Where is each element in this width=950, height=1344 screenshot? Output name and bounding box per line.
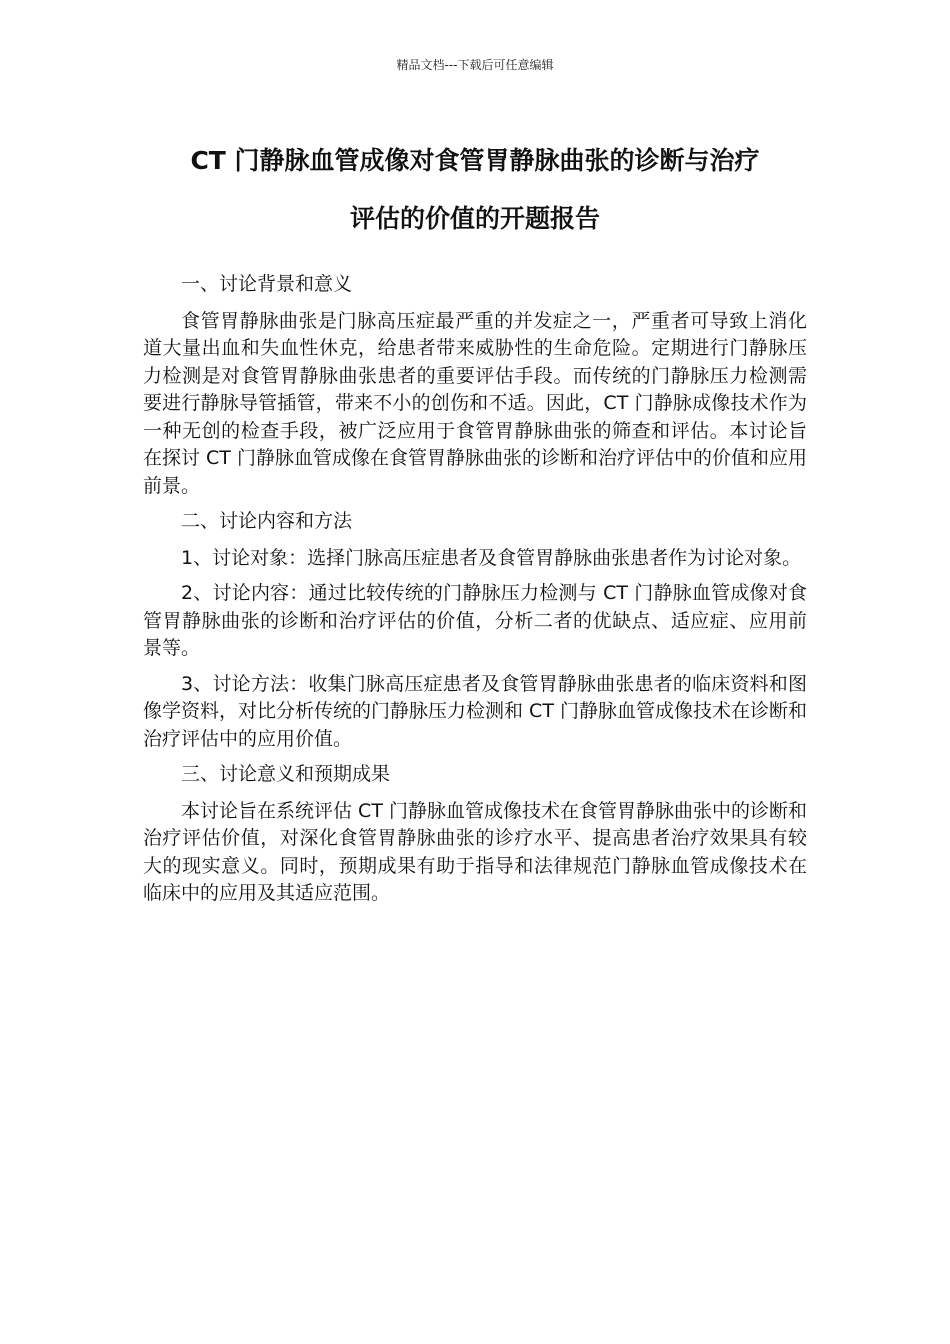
paragraph-subjects: 1、讨论对象：选择门脉高压症患者及食管胃静脉曲张患者作为讨论对象。 — [181, 546, 802, 569]
document-title — [140, 132, 810, 248]
section-heading-significance: 三、讨论意义和预期成果 — [181, 763, 391, 785]
section-heading-content-methods: 二、讨论内容和方法 — [181, 510, 353, 532]
section-heading-background: 一、讨论背景和意义 — [181, 273, 353, 295]
document-body — [143, 271, 807, 908]
paragraph-content: 2、讨论内容：通过比较传统的门静脉压力检测与 CT 门静脉血管成像对食管胃静脉曲张的诊断和治疗评估的价值，分析二者的优缺点、适应症、应用前景等。 — [143, 582, 807, 659]
header-note: 精品文档---下载后可任意编辑 — [396, 58, 554, 72]
document-title-line-1: CT 门静脉血管成像对食管胃静脉曲张的诊断与治疗 — [190, 146, 760, 175]
paragraph-background: 食管胃静脉曲张是门脉高压症最严重的并发症之一，严重者可导致上消化道大量出血和失血性休克，给患者带来威胁性的生命危险。定期进行门静脉压力检测是对食管胃静脉曲张患者的重要评估手段。而传统的门静脉压力检测需要进行静脉导管插管，带来不小的创伤和不适。因此，CT 门静脉成像技术作为一种无创的检查手段，被广泛应用于食管胃静脉曲张的筛查和评估。本讨论旨在探讨 CT 门静脉血管成像在食管胃静脉曲张的诊断和治疗评估中的价值和应用前景。 — [143, 309, 807, 497]
document-title-line-2: 评估的价值的开题报告 — [349, 204, 600, 233]
paragraph-methods: 3、讨论方法：收集门脉高压症患者及食管胃静脉曲张患者的临床资料和图像学资料，对比分析传统的门静脉压力检测和 CT 门静脉血管成像技术在诊断和治疗评估中的应用价值。 — [143, 672, 807, 750]
paragraph-significance: 本讨论旨在系统评估 CT 门静脉血管成像技术在食管胃静脉曲张中的诊断和治疗评估价值，对深化食管胃静脉曲张的诊疗水平、提高患者治疗效果具有较大的现实意义。同时，预期成果有助于指导和法律规范门静脉血管成像技术在临床中的应用及其适应范围。 — [143, 799, 807, 904]
